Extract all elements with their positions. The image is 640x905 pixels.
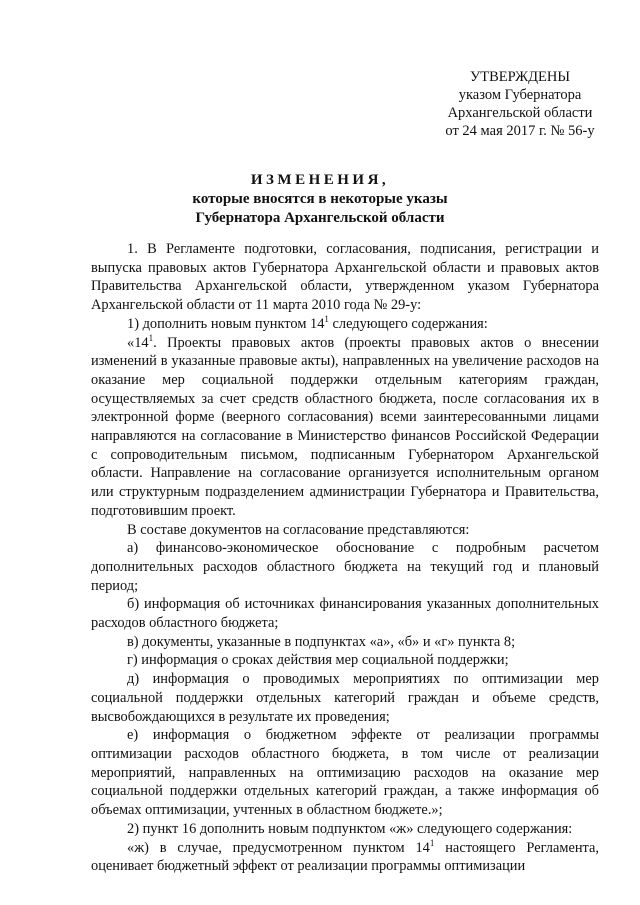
paragraph: В составе документов на согласование представляются: <box>127 521 470 538</box>
paragraph: г) информация о сроках действия мер социальной поддержки; <box>127 652 509 669</box>
paragraph-text: 1) дополнить новым пунктом 14 <box>127 315 325 332</box>
approval-line: от 24 мая 2017 г. № 56-у <box>445 123 595 139</box>
paragraph-text: «ж) в случае, предусмотренном пунктом 14 <box>127 839 430 856</box>
paragraph: а) финансово-экономическое обоснование с подробным расчетом дополнительных расходов областного бюджета на текущий год и плановый период; <box>91 540 599 594</box>
paragraph: д) информация о проводимых мероприятиях по оптимизации мер социальной поддержки отдельных категорий граждан и объеме средств, высвобождающихся в результате их проведения; <box>91 671 599 725</box>
superscript: 1 <box>148 332 154 343</box>
approval-line: УТВЕРЖДЕНЫ <box>469 69 571 85</box>
paragraph: е) информация о бюджетном эффекте от реализации программы оптимизации расходов областного бюджета, в том числе от реализации мероприятий, направленных на оптимизацию расходов на оказание мер социальной поддержки отдельных категорий граждан, а также информация об объемах оптимизации, учтенных в областном бюджете.»; <box>91 727 599 819</box>
approval-block <box>420 68 620 140</box>
superscript: 1 <box>324 313 329 324</box>
paragraph: в) документы, указанные в подпунктах «а», «б» и «г» пункта 8; <box>127 633 516 650</box>
document-subtitle: которые вносятся в некоторые указы <box>192 191 448 207</box>
paragraph: 1. В Регламенте подготовки, согласования, подписания, регистрации и выпуска правовых актов Губернатора Архангельской области и правовых актов Правительства Архангельской области, утвержденном указом Губернатора Архангельской области от 11 марта 2010 года № 29-у: <box>91 241 599 314</box>
paragraph-text: «14 <box>127 334 149 351</box>
approval-line: Архангельской области <box>447 105 593 121</box>
paragraph <box>91 334 599 521</box>
document-subtitle: Губернатора Архангельской области <box>195 210 445 226</box>
paragraph-text: . Проекты правовых актов (проекты правовых актов о внесении изменений в указанные правовые акты), направленных на увеличение расходов на оказание мер социальной поддержки отдельным категориям граждан, осуществляемых за счет средств областного бюджета, после согласования их в электронной форме (веерного согласования) всеми заинтересованными лицами направляются на согласование в Министерство финансов Российской Федерации с сопроводительным письмом, подписанным Губернатором Архангельской области. Направление на согласование организуется исполнительным органом или структурным подразделением администрации Губернатора и Правительства, подготовившим проект. <box>91 334 599 519</box>
paragraph-text: следующего содержания: <box>328 315 488 332</box>
document-body <box>91 240 599 876</box>
paragraph: 2) пункт 16 дополнить новым подпунктом «ж» следующего содержания: <box>127 820 573 837</box>
paragraph <box>91 315 599 334</box>
paragraph-text: настоящего Регламента, оценивает бюджетный эффект от реализации программы оптимизации <box>91 839 599 875</box>
document-heading <box>0 170 640 228</box>
superscript: 1 <box>429 837 435 848</box>
paragraph: б) информация об источниках финансирования указанных дополнительных расходов областного бюджета; <box>91 596 599 632</box>
document-title: ИЗМЕНЕНИЯ, <box>250 172 390 188</box>
approval-line: указом Губернатора <box>458 87 582 103</box>
paragraph <box>91 839 599 876</box>
